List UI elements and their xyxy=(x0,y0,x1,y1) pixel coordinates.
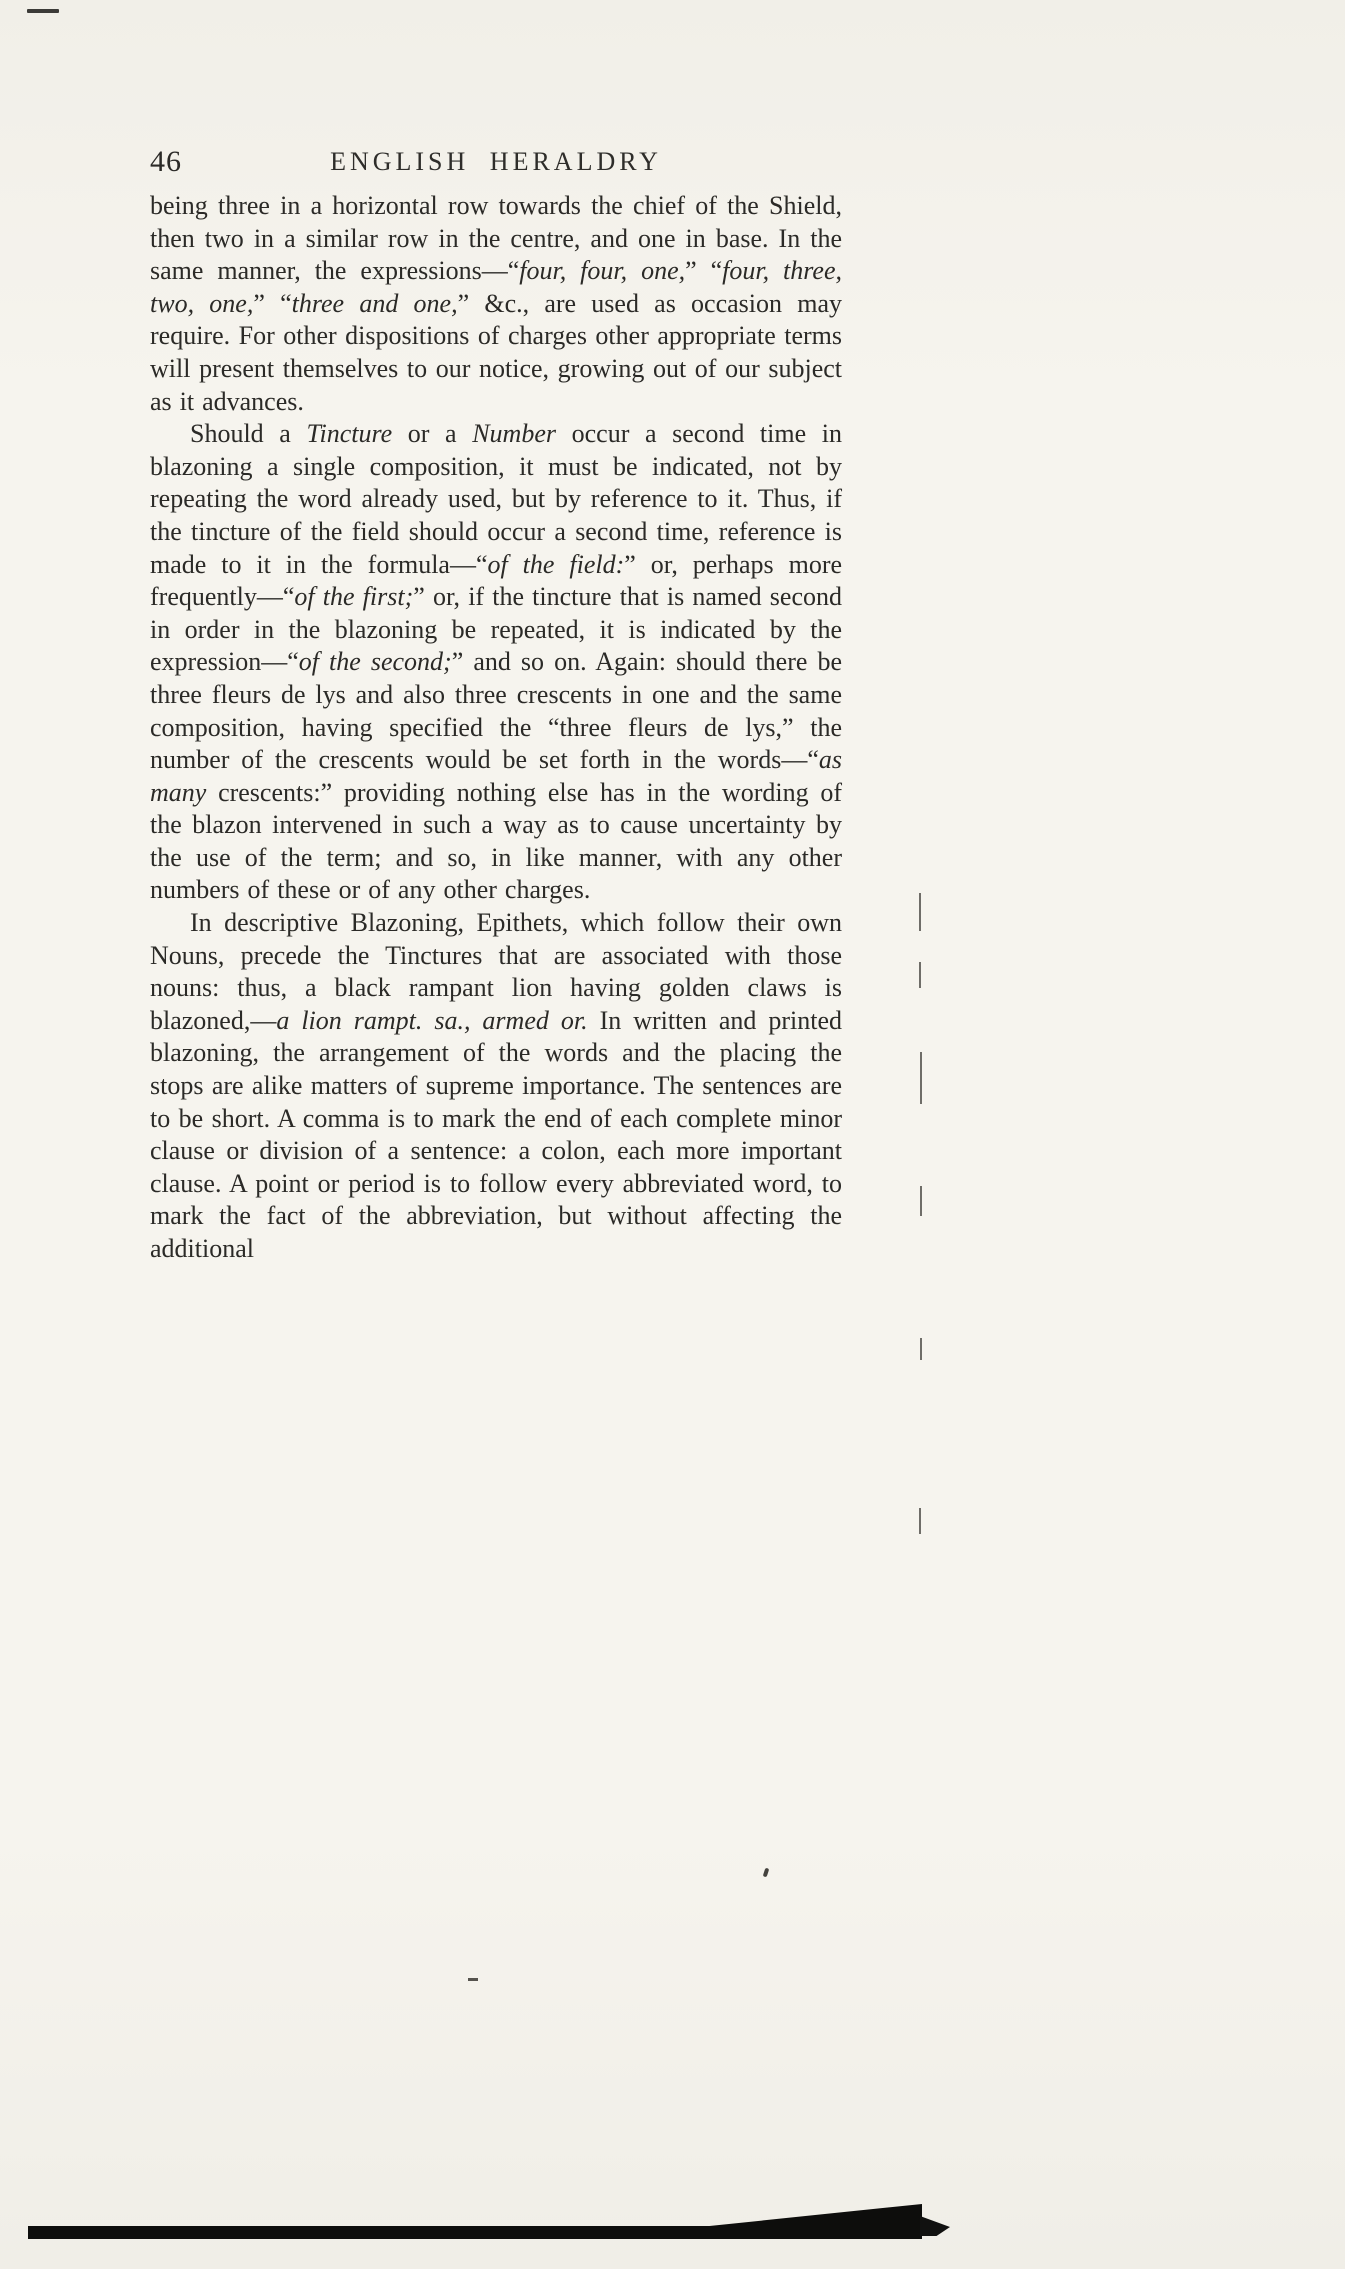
scan-artifact-edge-tick xyxy=(920,1052,922,1104)
text-segment: being three in a horizontal row towards the chief of the Shield, then two in a similar row in the centre, and one in base. In the same manner, the expressions—“ xyxy=(150,191,842,286)
scan-artifact-speck xyxy=(763,1868,770,1878)
scan-artifact-edge-tick xyxy=(919,1508,921,1534)
italic-text-segment: as many xyxy=(150,745,842,807)
page-header xyxy=(150,143,842,179)
italic-text-segment: of the first; xyxy=(294,582,414,612)
scan-artifact-bottom-bar xyxy=(28,2226,922,2239)
text-segment: ” &c., are used as occasion may require. For other dispositions of charges other appropriate terms will present themselves to our notice, growing out of our subject as it advances. xyxy=(150,288,842,416)
text-segment: occur a second time in blazoning a single composition, it must be indicated, not by repeating the word already used, but by reference to it. Thus, if the tincture of the field should occur a second time, reference is made to it in the formula—“ xyxy=(150,419,842,579)
text-segment: or a xyxy=(392,419,473,449)
scan-artifact-edge-tick xyxy=(919,962,921,988)
text-segment: ” and so on. Again: should there be three fleurs de lys and also three crescents in one and the same composition, having specified the “three fleurs de lys,” the number of the crescents would be set forth in the words—“ xyxy=(150,647,843,775)
paragraph xyxy=(150,190,842,418)
italic-text-segment: four, three, two, one, xyxy=(150,256,842,318)
italic-text-segment: four, four, one, xyxy=(519,256,686,286)
paragraph xyxy=(150,418,842,907)
scan-artifact-edge-tick xyxy=(920,1186,922,1216)
italic-text-segment: of the second; xyxy=(298,647,452,677)
scan-artifact-edge-tick xyxy=(919,893,921,931)
scan-artifact-speck xyxy=(468,1978,478,1981)
running-title: ENGLISH HERALDRY xyxy=(330,147,662,176)
scan-artifact-edge-tick xyxy=(920,1338,922,1360)
text-segment: In descriptive Blazoning, Epithets, which follow their own Nouns, precede the Tinctures that are associated with those nouns: thus, a black rampant lion having golden claws is blazoned,— xyxy=(150,908,842,1035)
italic-text-segment: Number xyxy=(472,419,556,449)
text-segment: crescents:” providing nothing else has in the wording of the blazon intervened in such a way as to cause uncertainty by the use of the term; and so, in like manner, with any other numbers of these or of any other charges. xyxy=(150,777,842,905)
text-segment: ” or, perhaps more frequently—“ xyxy=(150,549,843,612)
text-segment: Should a xyxy=(190,419,307,449)
italic-text-segment: three and one, xyxy=(291,288,458,318)
text-segment: ” “ xyxy=(685,256,723,286)
text-segment: ” “ xyxy=(253,288,292,318)
page-number: 46 xyxy=(150,145,182,178)
italic-text-segment: of the field: xyxy=(487,549,625,579)
body-text xyxy=(150,190,842,1266)
text-segment: In written and printed blazoning, the arrangement of the words and the placing the stops are alike matters of supreme importance. The sentences are to be short. A comma is to mark the end of each complete minor clause or division of a sentence: a colon, each more important clause. A point or period is to follow every abbreviated word, to mark the fact of the abbreviation, but without affecting the additional xyxy=(150,1005,842,1263)
italic-text-segment: a lion rampt. sa., armed or. xyxy=(276,1005,588,1035)
scan-artifact-bottom-tail xyxy=(920,2216,950,2236)
paragraph xyxy=(150,907,842,1266)
scan-artifact-bottom-wedge xyxy=(690,2204,922,2228)
text-segment: ” or, if the tincture that is named second in order in the blazoning be repeated, it is indicated by the expression—“ xyxy=(150,582,842,677)
italic-text-segment: Tincture xyxy=(306,419,393,449)
scan-artifact-top-left xyxy=(27,9,59,13)
